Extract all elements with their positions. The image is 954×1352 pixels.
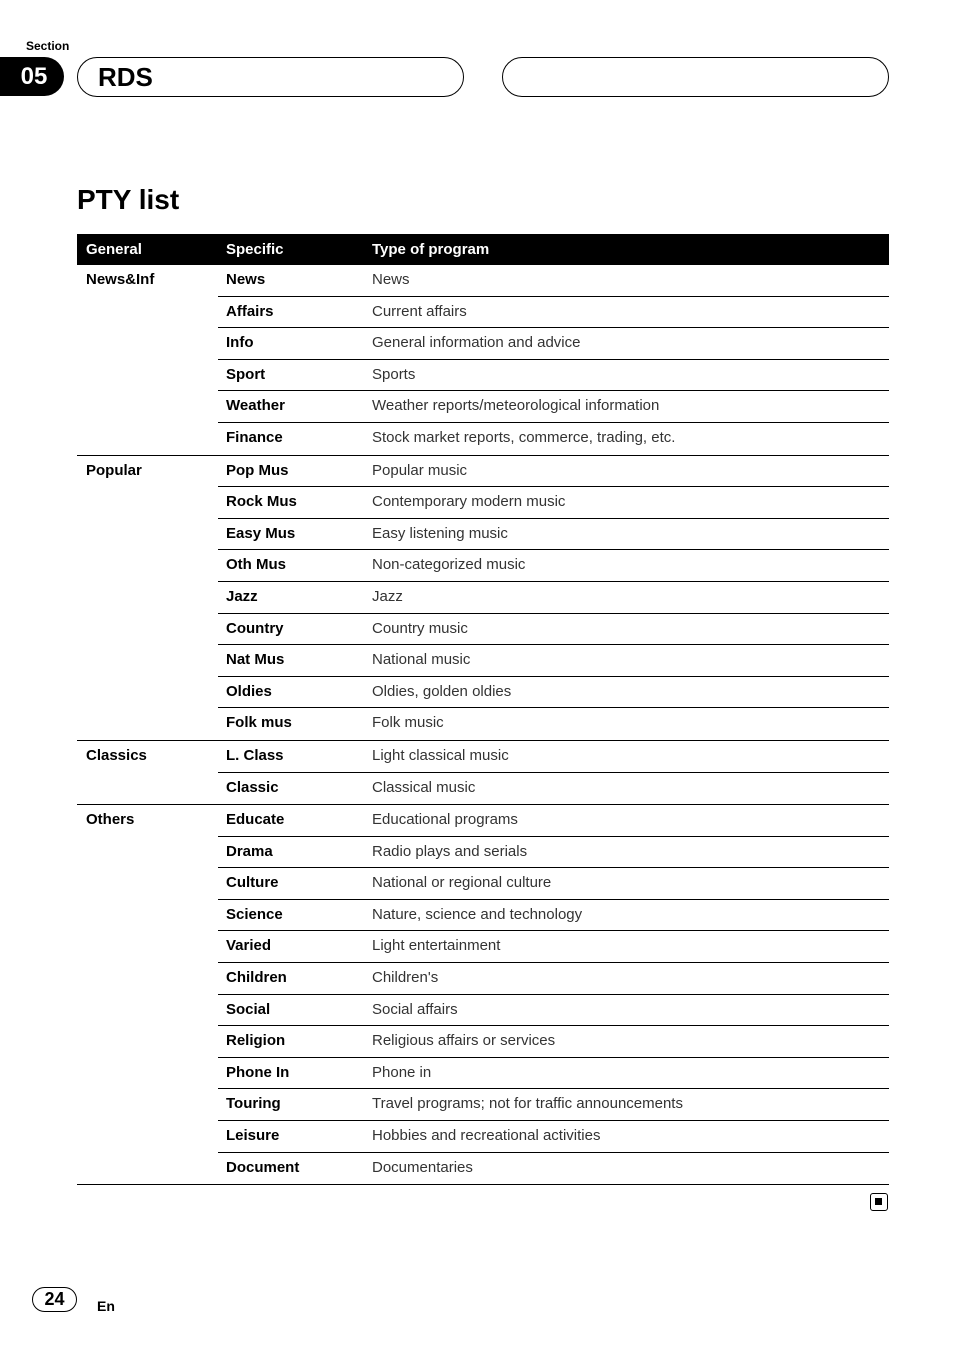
- header-type: Type of program: [372, 241, 490, 258]
- specific-cell: Pop Mus: [226, 461, 289, 479]
- table-row: [218, 868, 889, 900]
- table-row: [218, 837, 889, 869]
- table-row: [218, 391, 889, 423]
- table-row: [218, 900, 889, 932]
- table-row: [218, 677, 889, 709]
- type-cell: Classical music: [372, 778, 476, 796]
- type-cell: National or regional culture: [372, 874, 552, 892]
- specific-cell: Folk mus: [226, 714, 292, 732]
- section-title: RDS: [98, 62, 153, 92]
- specific-cell: Easy Mus: [226, 524, 296, 542]
- type-cell: Jazz: [372, 587, 403, 605]
- specific-cell: Educate: [226, 811, 285, 829]
- specific-cell: L. Class: [226, 746, 284, 764]
- table-row: [218, 360, 889, 392]
- type-cell: Easy listening music: [372, 524, 508, 542]
- table-row: [218, 297, 889, 329]
- type-cell: Popular music: [372, 461, 468, 479]
- type-cell: Travel programs; not for traffic announcements: [372, 1095, 683, 1113]
- specific-cell: Touring: [226, 1095, 281, 1113]
- type-cell: Light classical music: [372, 746, 509, 764]
- specific-cell: Nat Mus: [226, 651, 285, 669]
- pty-table: [77, 234, 889, 1185]
- table-group: [77, 265, 889, 456]
- table-row: [218, 645, 889, 677]
- specific-cell: Drama: [226, 842, 273, 860]
- table-header: [77, 234, 889, 265]
- type-cell: Religious affairs or services: [372, 1032, 556, 1050]
- specific-cell: Leisure: [226, 1127, 280, 1145]
- type-cell: Current affairs: [372, 302, 467, 320]
- table-group: [77, 805, 889, 1185]
- header-specific: Specific: [226, 241, 284, 258]
- type-cell: Oldies, golden oldies: [372, 682, 512, 700]
- specific-cell: Oth Mus: [226, 556, 286, 574]
- table-row: [218, 1026, 889, 1058]
- type-cell: Contemporary modern music: [372, 493, 566, 511]
- table-group: [77, 741, 889, 805]
- specific-cell: News: [226, 271, 266, 288]
- specific-cell: Rock Mus: [226, 493, 297, 511]
- section-title-box: [77, 57, 464, 97]
- type-cell: General information and advice: [372, 334, 581, 352]
- type-cell: News: [372, 271, 410, 288]
- table-group: [77, 456, 889, 741]
- type-cell: Children's: [372, 969, 439, 987]
- type-cell: Nature, science and technology: [372, 905, 583, 923]
- header-general: General: [86, 241, 142, 258]
- group-general-label: Popular: [86, 461, 142, 479]
- specific-cell: Info: [226, 334, 254, 352]
- specific-cell: Religion: [226, 1032, 286, 1050]
- specific-cell: Finance: [226, 428, 283, 446]
- table-row: [218, 423, 889, 455]
- table-row: [218, 773, 889, 805]
- specific-cell: Sport: [226, 365, 266, 383]
- type-cell: Social affairs: [372, 1000, 458, 1018]
- table-row: [218, 1121, 889, 1153]
- specific-cell: Social: [226, 1000, 271, 1018]
- empty-header-box: [502, 57, 889, 97]
- type-cell: Educational programs: [372, 811, 518, 829]
- table-row: [218, 456, 889, 488]
- table-row: [218, 265, 889, 297]
- group-general-label: Others: [86, 811, 135, 829]
- group-general-label: Classics: [86, 746, 147, 764]
- specific-cell: Oldies: [226, 682, 272, 700]
- specific-cell: Jazz: [226, 587, 258, 605]
- type-cell: National music: [372, 651, 471, 669]
- type-cell: Weather reports/meteorological information: [372, 397, 660, 415]
- type-cell: Hobbies and recreational activities: [372, 1127, 601, 1145]
- type-cell: Radio plays and serials: [372, 842, 528, 860]
- type-cell: Light entertainment: [372, 937, 501, 955]
- section-number-badge: 05: [0, 57, 64, 96]
- type-cell: Non-categorized music: [372, 556, 526, 574]
- table-body: [77, 265, 889, 1185]
- specific-cell: Science: [226, 905, 283, 923]
- group-general-label: News&Inf: [86, 271, 155, 288]
- language-label: En: [97, 1298, 115, 1314]
- section-label: Section: [26, 39, 70, 53]
- specific-cell: Phone In: [226, 1063, 290, 1081]
- table-row: [218, 1153, 889, 1185]
- type-cell: Documentaries: [372, 1158, 473, 1176]
- table-row: [218, 328, 889, 360]
- table-row: [218, 963, 889, 995]
- specific-cell: Affairs: [226, 302, 274, 320]
- table-row: [218, 582, 889, 614]
- type-cell: Folk music: [372, 714, 444, 732]
- table-row: [218, 519, 889, 551]
- table-row: [218, 550, 889, 582]
- table-row: [218, 614, 889, 646]
- specific-cell: Weather: [226, 397, 285, 415]
- table-row: [218, 487, 889, 519]
- page-number: 24: [32, 1287, 77, 1312]
- table-row: [218, 1058, 889, 1090]
- table-row: [218, 931, 889, 963]
- type-cell: Phone in: [372, 1063, 432, 1081]
- specific-cell: Country: [226, 619, 284, 637]
- end-mark-icon: [870, 1193, 888, 1211]
- table-row: [218, 1089, 889, 1121]
- type-cell: Stock market reports, commerce, trading, etc.: [372, 428, 676, 446]
- specific-cell: Classic: [226, 778, 279, 796]
- specific-cell: Varied: [226, 937, 272, 955]
- table-row: [218, 741, 889, 773]
- type-cell: Country music: [372, 619, 468, 637]
- table-row: [218, 708, 889, 740]
- page-title: PTY list: [77, 184, 180, 215]
- table-row: [218, 995, 889, 1027]
- specific-cell: Culture: [226, 874, 279, 892]
- table-row: [218, 805, 889, 837]
- specific-cell: Children: [226, 969, 287, 987]
- specific-cell: Document: [226, 1158, 300, 1176]
- type-cell: Sports: [372, 365, 416, 383]
